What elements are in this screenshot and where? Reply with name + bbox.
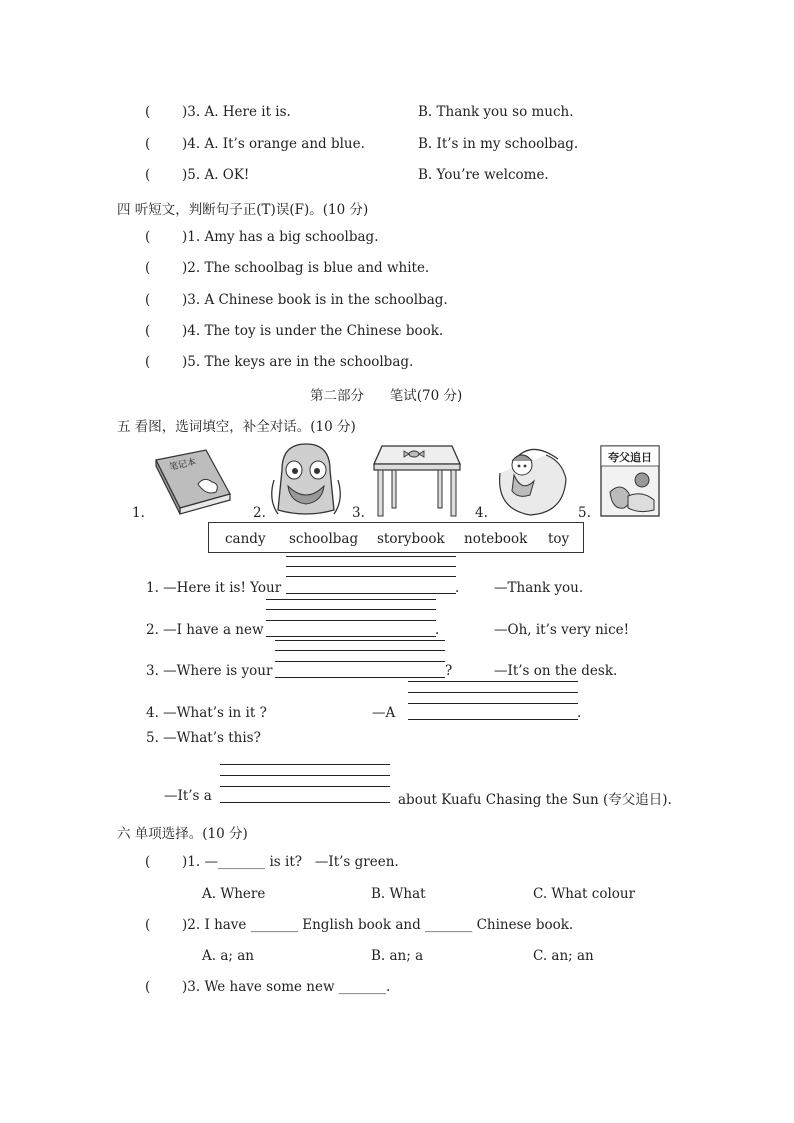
q4-prompt: 4. —What’s in it ?	[146, 705, 267, 721]
answer-paren[interactable]: (	[145, 136, 151, 152]
q4-end: .	[577, 705, 582, 721]
word-storybook: storybook	[377, 531, 445, 547]
word-candy: candy	[225, 531, 266, 547]
tf-item: )2. The schoolbag is blue and white.	[182, 260, 430, 276]
book-title: 夸父追日	[608, 451, 652, 464]
question-text: )3. A. Here it is.	[182, 104, 291, 120]
q5-answer-start: —It’s a	[164, 788, 212, 804]
notebook-picture	[150, 446, 234, 516]
tf-item: )1. Amy has a big schoolbag.	[182, 229, 379, 245]
q4-answer-start: —A	[372, 705, 396, 721]
answer-paren[interactable]: (	[145, 229, 151, 245]
mc1-option-b: B. What	[371, 886, 426, 902]
q1-end: .	[455, 580, 460, 596]
storybook-picture	[598, 444, 662, 518]
q2-end: .	[435, 622, 440, 638]
pic-number: 1.	[132, 505, 145, 521]
word-bank	[208, 522, 584, 553]
q2-prompt: 2. —I have a new	[146, 622, 264, 638]
tf-item: )4. The toy is under the Chinese book.	[182, 323, 444, 339]
q1-prompt: 1. —Here it is! Your	[146, 580, 282, 596]
pic-number: 5.	[578, 505, 591, 521]
mc-question-2: )2. I have _______ English book and _______ Chinese book.	[182, 917, 574, 933]
section6-heading: 六 单项选择。(10 分)	[117, 826, 248, 842]
question-text: )4. A. It’s orange and blue.	[182, 136, 365, 152]
tf-item: )3. A Chinese book is in the schoolbag.	[182, 292, 448, 308]
mc1-option-c: C. What colour	[533, 886, 636, 902]
toy-in-bag-picture	[492, 443, 572, 519]
section5-heading: 五 看图，选词填空，补全对话。(10 分)	[117, 419, 356, 435]
word-notebook: notebook	[464, 531, 528, 547]
answer-paren[interactable]: (	[145, 292, 151, 308]
q3-prompt: 3. —Where is your	[146, 663, 273, 679]
word-toy: toy	[548, 531, 570, 547]
mc1-option-a: A. Where	[202, 886, 266, 902]
notebook-label: 笔记本	[168, 457, 198, 473]
pic-number: 2.	[253, 505, 266, 521]
answer-paren[interactable]: (	[145, 260, 151, 276]
mc-question-3: )3. We have some new _______.	[182, 979, 391, 995]
section4-heading: 四 听短文，判断句子正(T)误(F)。(10 分)	[117, 202, 369, 218]
pic-number: 3.	[352, 505, 365, 521]
answer-paren[interactable]: (	[145, 979, 151, 995]
mc2-option-c: C. an; an	[533, 948, 594, 964]
q5-tail: about Kuafu Chasing the Sun (夸父追日).	[398, 792, 672, 808]
answer-paren[interactable]: (	[145, 167, 151, 183]
q5-prompt: 5. —What’s this?	[146, 730, 261, 746]
option-b: B. It’s in my schoolbag.	[418, 136, 579, 152]
mc2-option-b: B. an; a	[371, 948, 424, 964]
answer-paren[interactable]: (	[145, 854, 151, 870]
word-schoolbag: schoolbag	[289, 531, 359, 547]
answer-paren[interactable]: (	[145, 354, 151, 370]
answer-paren[interactable]: (	[145, 917, 151, 933]
desk-with-candy-picture	[368, 440, 464, 518]
q3-end: ?	[445, 663, 453, 679]
schoolbag-picture	[268, 440, 344, 518]
answer-paren[interactable]: (	[145, 104, 151, 120]
q1-reply: —Thank you.	[494, 580, 584, 596]
mc-question-1: )1. —_______ is it? —It’s green.	[182, 854, 399, 870]
answer-paren[interactable]: (	[145, 323, 151, 339]
tf-item: )5. The keys are in the schoolbag.	[182, 354, 414, 370]
part2-title: 第二部分 笔试(70 分)	[310, 388, 463, 404]
question-text: )5. A. OK!	[182, 167, 250, 183]
q3-reply: —It’s on the desk.	[494, 663, 618, 679]
pic-number: 4.	[475, 505, 488, 521]
option-b: B. Thank you so much.	[418, 104, 574, 120]
mc2-option-a: A. a; an	[202, 948, 254, 964]
q2-reply: —Oh, it’s very nice!	[494, 622, 630, 638]
option-b: B. You’re welcome.	[418, 167, 549, 183]
